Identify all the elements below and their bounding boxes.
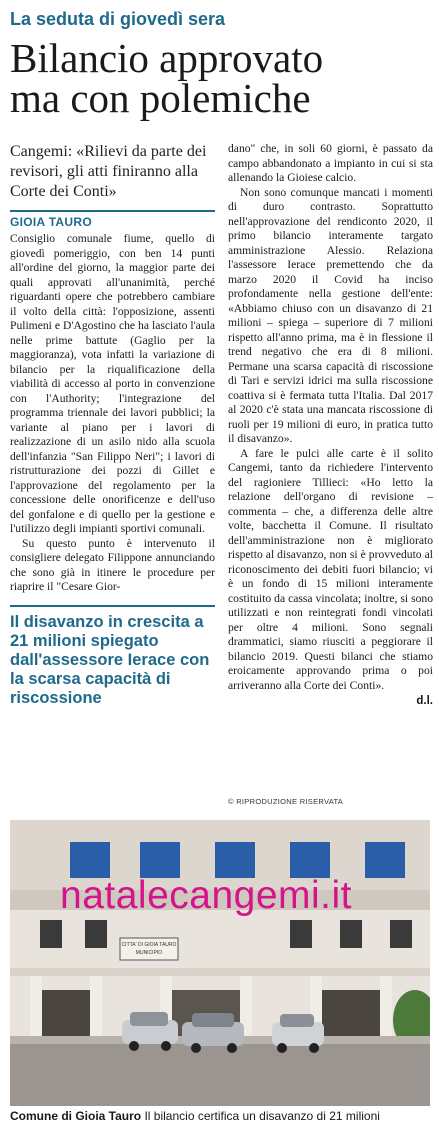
- photo-caption: [10, 1109, 435, 1123]
- paragraph: Su questo punto è intervenuto il consigliere delegato Filippone annunciando che sono già in itinere le procedure per riaprire il "Cesare Gior-: [10, 536, 215, 593]
- caption-text: Il bilancio certifica un disavanzo di 21 milioni: [141, 1109, 380, 1123]
- author-signature: d.l.: [416, 695, 433, 707]
- building-sign-line-1: CITTA' DI GIOIA TAURO: [121, 942, 177, 948]
- paragraph: A fare le pulci alle carte è il solito Cangemi, tanto da richiedere l'intervento del ragioniere Tillieci: «Ho letto la relazione dell'organo di revisione – commenta – che, a differenza delle altre volte, bacchetta il Comune. Il risultato dell'amministrazione non è migliorato rispetto al disavanzo, non si è provveduto al riconoscimento dei debiti fuori bilancio; vi è un fondo di 15 milioni interamente costituito da cassa vincolata; inoltre, si sono utilizzati e non reintegrati fondi vincolati per oltre 4 milioni. Sono segnali drammatici, siamo riusciti a peggiorare il bilancio 2019. Questi bilanci che stiamo eroicamente approvando prima o poi arriveranno alla Corte dei Conti».: [228, 446, 433, 692]
- caption-title: Comune di Gioia Tauro: [10, 1109, 142, 1123]
- building-sign: [120, 938, 178, 960]
- copyright-notice: © RIPRODUZIONE RISERVATA: [228, 797, 344, 806]
- subheadline: Cangemi: «Rilievi da parte dei revisori, gli atti finiranno alla Corte dei Conti»: [10, 143, 207, 200]
- watermark: natalecangemi.it: [60, 874, 353, 917]
- kicker: La seduta di giovedì sera: [10, 9, 226, 29]
- headline-line-1: Bilancio approvato: [10, 35, 324, 81]
- right-body: [228, 142, 433, 693]
- right-column: [228, 142, 433, 707]
- paragraph: Non sono comunque mancati i momenti di duro contrasto. Soprattutto nell'approvazione del rendiconto 2020, il primo bilancio interamente targato amministrazione Alessio. Relaziona l'assessore Ierace premettendo che da marzo 2020 il Covid ha inciso profondamente nella gestione dell'ente: «Abbiamo chiuso con un disavanzo di 21 milioni – spiega – superiore di 7 milioni rispetto all'anno prima, ma è in flessione il trend negativo che era di 8 milioni. Permane una scarsa capacità di riscossione di Tari e servizi idrici ma sulla riscossione coattiva si è fermata tutta l'Italia. Dal 2017 al 2020 c'è stata una mancata riscossione di ruoli per 19 milioni di euro, in pratica tutto il disavanzo».: [228, 185, 433, 445]
- pullquote: Il disavanzo in crescita a 21 milioni spiegato dall'assessore Ierace con la scarsa capacità di riscossione: [10, 605, 215, 708]
- left-column: [10, 142, 215, 708]
- left-body: [10, 232, 215, 595]
- town-hall-photo: [10, 820, 430, 1106]
- paragraph: dano" che, in soli 60 giorni, è passato da campo abbandonato a impianto in cui si sta allenando la Gioiese calcio.: [228, 142, 433, 184]
- headline-line-2: ma con polemiche: [10, 75, 311, 121]
- paragraph: Consiglio comunale fiume, quello di giovedì pomeriggio, con ben 14 punti all'ordine del giorno, la maggior parte dei quali approvati all'unanimità, perché riguardanti opere che potrebbero cambiare il volto della città: l'opposizione, assenti Pulimeni e D'Agostino che ha lasciato l'aula nelle prime battute (Gaglio per la maggioranza), vota infatti la variazione di bilancio per la riqualificazione della viabilità di accesso al porto in convenzione con l'Authority; l'integrazione del programma triennale dei lavori pubblici; la variante al piano per i lavori di realizzazione di un asilo nido alla scuola dell'infanzia "San Filippo Neri"; i lavori di ristrutturazione dei pozzi di Gillet e l'approvazione del regolamento per la concessione delle onorificenze e dell'uso del gonfalone e di quello per la gestione e l'utilizzo degli impianti sportivi comunali.: [10, 232, 215, 535]
- city-label: GIOIA TAURO: [10, 210, 215, 229]
- building-sign-line-2: MUNICIPIO: [135, 950, 163, 956]
- headline: [10, 35, 435, 121]
- town-hall-illustration: [10, 820, 430, 1106]
